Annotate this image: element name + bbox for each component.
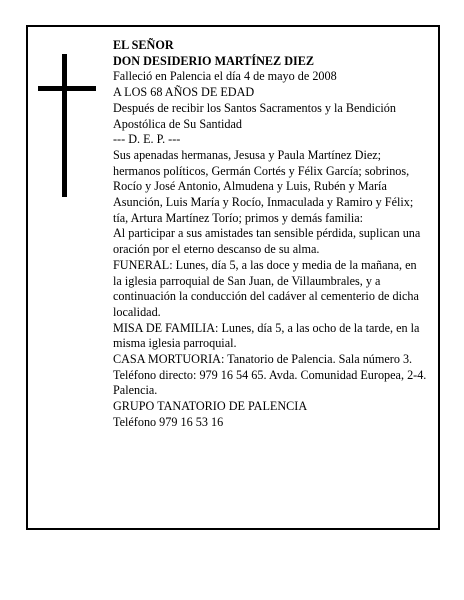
rip-line: --- D. E. P. --- bbox=[113, 132, 181, 147]
company-phone: Teléfono 979 16 53 16 bbox=[113, 414, 224, 429]
deceased-name: DON DESIDERIO MARTÍNEZ DIEZ bbox=[113, 53, 315, 68]
cross-horizontal-bar bbox=[38, 86, 96, 91]
obituary-text bbox=[113, 38, 428, 431]
death-info: Falleció en Palencia el día 4 de mayo de 2008 bbox=[113, 69, 337, 84]
funeral-info: FUNERAL: Lunes, día 5, a las doce y media de la mañana, en la iglesia parroquial de San Juan, de Villaumbrales, y a continuación la conducción del cadáver al cementerio de dicha localidad. bbox=[113, 257, 419, 319]
sacraments-line: Después de recibir los Santos Sacramentos y la Bendición Apostólica de Su Santidad bbox=[113, 100, 396, 131]
age-line: A LOS 68 AÑOS DE EDAD bbox=[113, 85, 255, 100]
prayer-request: Al participar a sus amistades tan sensible pérdida, suplican una oración por el eterno descanso de su alma. bbox=[113, 226, 421, 257]
title-line: EL SEÑOR bbox=[113, 38, 174, 52]
company-name: GRUPO TANATORIO DE PALENCIA bbox=[113, 399, 308, 414]
family-list: Sus apenadas hermanas, Jesusa y Paula Martínez Diez; hermanos políticos, Germán Cortés y Félix García; sobrinos, Rocío y José Antonio, Almudena y Luis, Rubén y María Asunción, Luis María y Rocío, Inmaculada y Ramiro y Félix; tía, Artura Martínez Torío; primos y demás familia: bbox=[113, 147, 414, 225]
family-mass-info: MISA DE FAMILIA: Lunes, día 5, a las ocho de la tarde, en la misma iglesia parroquial. bbox=[113, 320, 420, 351]
mortuary-info: CASA MORTUORIA: Tanatorio de Palencia. Sala número 3. Teléfono directo: 979 16 54 65. Avda. Comunidad Europea, 2-4. Palencia. bbox=[113, 352, 427, 398]
cross-vertical-bar bbox=[62, 54, 67, 197]
